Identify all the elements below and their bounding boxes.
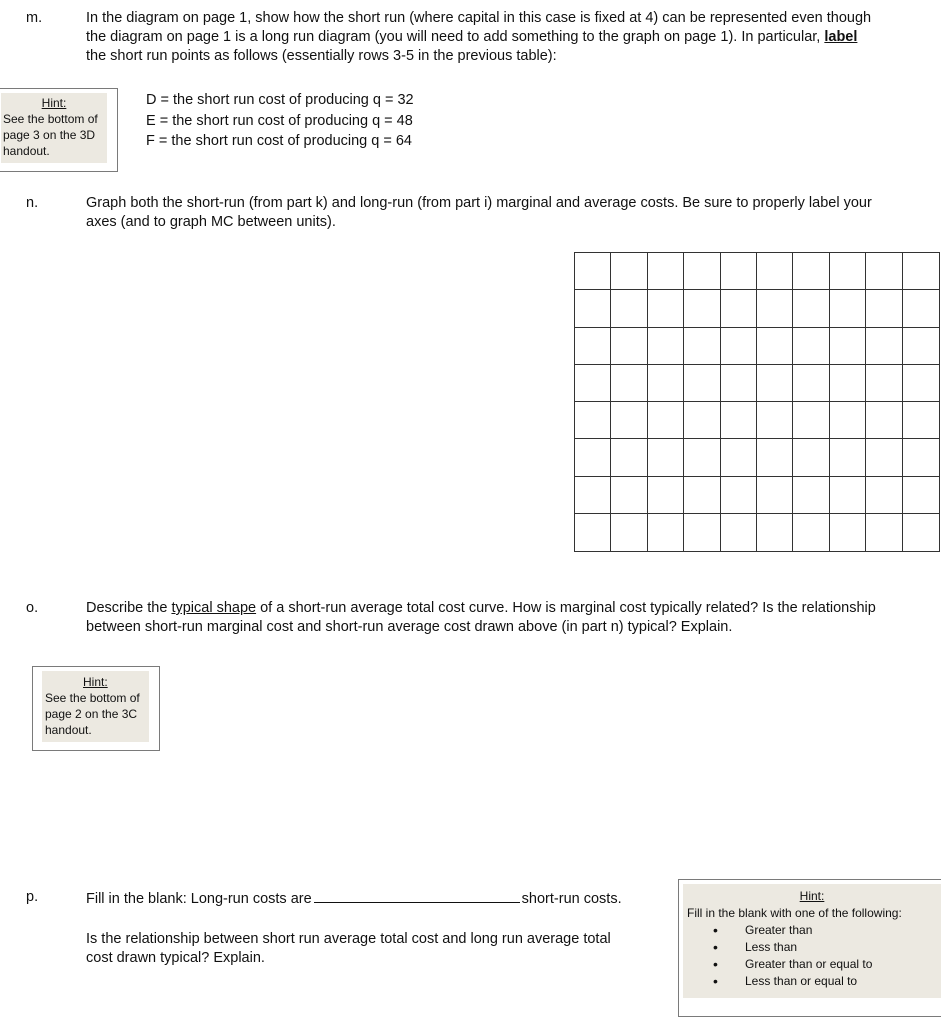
grid-cell xyxy=(684,253,720,290)
hint-o-line: See the bottom of xyxy=(45,691,140,705)
grid-cell xyxy=(611,328,647,365)
grid-cell xyxy=(830,439,866,476)
grid-cell xyxy=(866,328,902,365)
grid-cell xyxy=(903,402,939,439)
grid-cell xyxy=(648,253,684,290)
grid-cell xyxy=(866,439,902,476)
grid-cell xyxy=(830,477,866,514)
question-o-line1: Describe the typical shape of a short-run average total cost curve. How is marginal cost typically related? Is the relationship xyxy=(86,600,876,616)
grid-cell xyxy=(830,402,866,439)
grid-cell xyxy=(903,477,939,514)
grid-cell xyxy=(793,253,829,290)
grid-cell xyxy=(866,253,902,290)
hint-o-line: handout. xyxy=(45,723,92,737)
grid-cell xyxy=(684,328,720,365)
hint-m-line: page 3 on the 3D xyxy=(3,128,96,142)
point-e: E = the short run cost of producing q = 48 xyxy=(146,112,413,129)
grid-cell xyxy=(830,365,866,402)
question-m-line1: In the diagram on page 1, show how the short run (where capital in this case is fixed at 4) can be represented even though xyxy=(86,10,872,26)
point-f: F = the short run cost of producing q = 64 xyxy=(146,133,412,149)
grid-cell xyxy=(648,477,684,514)
point-d: D = the short run cost of producing q = 32 xyxy=(146,92,414,108)
grid-cell xyxy=(684,477,720,514)
item-marker-p: p. xyxy=(26,889,39,905)
grid-cell xyxy=(575,439,611,476)
grid-cell xyxy=(648,365,684,402)
question-m-text xyxy=(86,9,941,66)
hint-box-p xyxy=(678,879,941,1017)
grid-cell xyxy=(866,365,902,402)
grid-cell xyxy=(793,477,829,514)
grid-cell xyxy=(830,290,866,327)
grid-cell xyxy=(648,290,684,327)
question-o-text xyxy=(86,599,941,637)
grid-cell xyxy=(648,439,684,476)
item-marker-m: m. xyxy=(26,10,43,26)
option-greater-or-equal: • Greater than or equal to xyxy=(683,956,941,973)
grid-cell xyxy=(830,328,866,365)
grid-cell xyxy=(903,514,939,551)
grid-cell xyxy=(575,290,611,327)
grid-cell xyxy=(866,514,902,551)
grid-cell xyxy=(721,365,757,402)
grid-cell xyxy=(757,402,793,439)
hint-p-body xyxy=(683,884,941,998)
grid-cell xyxy=(793,514,829,551)
grid-cell xyxy=(611,439,647,476)
answer-blank[interactable] xyxy=(314,888,520,903)
grid-cell xyxy=(684,514,720,551)
grid-cell xyxy=(648,514,684,551)
grid-cell xyxy=(684,365,720,402)
grid-cell xyxy=(575,402,611,439)
item-marker-o: o. xyxy=(26,600,39,616)
hint-m-title: Hint: xyxy=(41,96,67,110)
grid-cell xyxy=(830,514,866,551)
grid-cell xyxy=(866,402,902,439)
grid-cell xyxy=(903,253,939,290)
grid-cell xyxy=(611,290,647,327)
option-greater-than: • Greater than xyxy=(683,922,941,939)
grid-cell xyxy=(757,290,793,327)
short-run-points-list xyxy=(146,90,414,152)
grid-cell xyxy=(575,328,611,365)
grid-cell xyxy=(866,290,902,327)
question-m-line3: the short run points as follows (essentially rows 3-5 in the previous table): xyxy=(86,48,557,64)
graph-grid[interactable] xyxy=(574,252,940,552)
grid-cell xyxy=(721,290,757,327)
grid-cell xyxy=(575,253,611,290)
label-emphasis: label xyxy=(824,29,858,45)
grid-cell xyxy=(903,290,939,327)
hint-p-intro: Fill in the blank with one of the following: xyxy=(687,906,902,920)
grid-cell xyxy=(648,402,684,439)
grid-cell xyxy=(757,365,793,402)
grid-cell xyxy=(793,402,829,439)
fill-in-blank-question: Fill in the blank: Long-run costs are short-run costs. xyxy=(86,888,622,909)
question-n-line2: axes (and to graph MC between units). xyxy=(86,214,336,230)
grid-cell xyxy=(575,514,611,551)
question-m-line2: the diagram on page 1 is a long run diagram (you will need to add something to the graph on page 1). In particular, label xyxy=(86,29,858,45)
question-p-line2: cost drawn typical? Explain. xyxy=(86,950,265,966)
hint-o-title: Hint: xyxy=(83,675,108,689)
grid-cell xyxy=(684,402,720,439)
hint-box-m xyxy=(0,88,118,172)
item-marker-n: n. xyxy=(26,195,39,211)
grid-cell xyxy=(575,365,611,402)
hint-o-text xyxy=(42,674,149,738)
grid-cell xyxy=(611,514,647,551)
grid-cell xyxy=(757,253,793,290)
grid-cell xyxy=(684,439,720,476)
grid-cell xyxy=(830,253,866,290)
grid-cell xyxy=(721,328,757,365)
grid-cell xyxy=(757,439,793,476)
option-less-or-equal: • Less than or equal to xyxy=(683,973,941,990)
question-n-text xyxy=(86,194,941,232)
grid-cell xyxy=(611,365,647,402)
question-o-line2: between short-run marginal cost and short-run average cost drawn above (in part n) typical? Explain. xyxy=(86,619,733,635)
grid-cell xyxy=(866,477,902,514)
hint-box-o xyxy=(32,666,160,751)
grid-cell xyxy=(721,514,757,551)
grid-cell xyxy=(757,514,793,551)
typical-shape-emphasis: typical shape xyxy=(171,600,257,616)
grid-cell xyxy=(611,402,647,439)
hint-m-line: See the bottom of xyxy=(3,112,98,126)
grid-cell xyxy=(903,365,939,402)
grid-cell xyxy=(648,328,684,365)
hint-p-options xyxy=(683,922,941,990)
grid-cell xyxy=(721,253,757,290)
hint-m-text xyxy=(1,111,107,159)
grid-cell xyxy=(903,439,939,476)
grid-cell xyxy=(721,402,757,439)
grid-cell xyxy=(721,439,757,476)
grid-cell xyxy=(793,439,829,476)
question-p-text xyxy=(86,930,676,968)
grid-cell xyxy=(757,328,793,365)
hint-p-title: Hint: xyxy=(799,889,825,903)
grid-cell xyxy=(575,477,611,514)
grid-cell xyxy=(611,253,647,290)
hint-o-body xyxy=(42,671,149,742)
grid-cell xyxy=(793,328,829,365)
grid-cell xyxy=(757,477,793,514)
question-p-line1: Is the relationship between short run average total cost and long run average total xyxy=(86,931,611,947)
question-n-line1: Graph both the short-run (from part k) and long-run (from part i) marginal and average costs. Be sure to properly label your xyxy=(86,195,872,211)
grid-cell xyxy=(903,328,939,365)
hint-m-body xyxy=(1,93,107,163)
grid-cell xyxy=(611,477,647,514)
hint-o-line: page 2 on the 3C xyxy=(45,707,138,721)
grid-cell xyxy=(793,365,829,402)
grid-cell xyxy=(721,477,757,514)
hint-m-line: handout. xyxy=(3,144,50,158)
option-less-than: • Less than xyxy=(683,939,941,956)
grid-cell xyxy=(684,290,720,327)
grid-cell xyxy=(793,290,829,327)
